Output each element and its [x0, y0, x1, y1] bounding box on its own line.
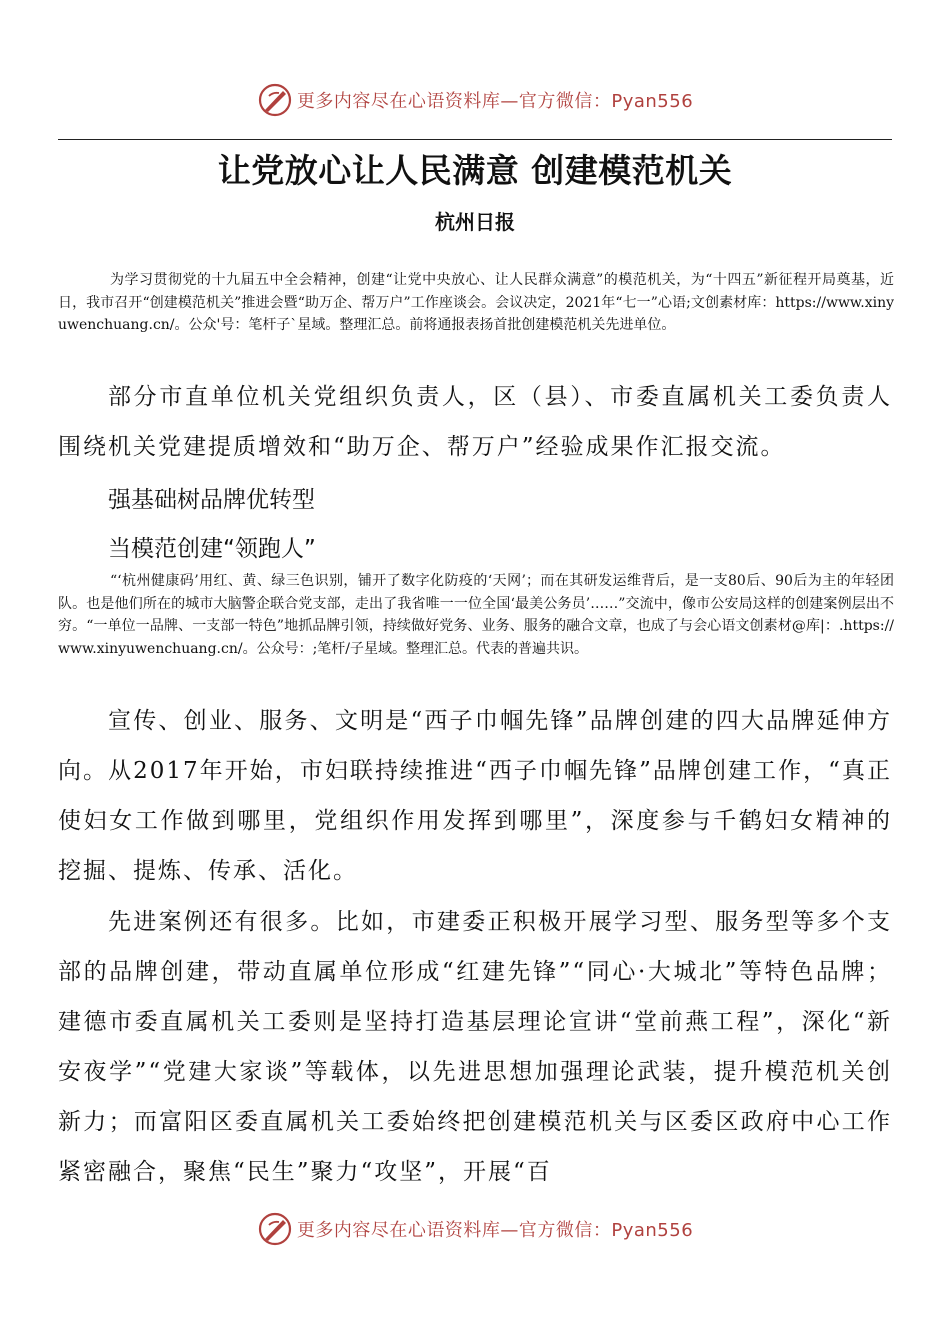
footer-watermark-banner	[0, 1209, 950, 1249]
banner-text: 更多内容尽在心语资料库—官方微信：Pyan556	[296, 91, 694, 112]
header-watermark-banner	[0, 80, 950, 120]
quote-paragraph: “‘杭州健康码’用红、黄、绿三色识别，铺开了数字化防疫的‘天网’；而在其研发运维背后，是一支80后、90后为主的年轻团队。也是他们所在的城市大脑警企联合党支部，走出了我省唯一一位全国‘最美公务员’……”交流中，像市公安局这样的创建案例层出不穷。“一单位一品牌、一支部一特色”地抓品牌引领，持续做好党务、业务、服务的融合文章，也成了与会心语文创素材@库|：.https://www.xinyuwenchuang.cn/。公众号：;笔杆/子星域。整理汇总。代表的普遍共识。	[58, 573, 894, 657]
quill-pen-logo-icon	[257, 1211, 293, 1247]
body-paragraph-3: 先进案例还有很多。比如，市建委正积极开展学习型、服务型等多个支部的品牌创建，带动直属单位形成“红建先锋”“同心·大城北”等特色品牌；建德市委直属机关工委则是坚持打造基层理论宣讲“堂前燕工程”，深化“新安夜学”“党建大家谈”等载体，以先进思想加强理论武装，提升模范机关创新力；而富阳区委直属机关工委始终把创建模范机关与区委区政府中心工作紧密融合，聚焦“民生”聚力“攻坚”，开展“百	[58, 909, 892, 1185]
quill-pen-logo-icon	[257, 82, 293, 118]
header-divider	[58, 139, 892, 140]
article-title: 让党放心让人民满意 创建模范机关	[217, 151, 733, 190]
banner-text: 更多内容尽在心语资料库—官方微信：Pyan556	[296, 1220, 694, 1241]
subheading-1: 强基础树品牌优转型	[108, 487, 315, 513]
body-paragraph-2: 宣传、创业、服务、文明是“西子巾帼先锋”品牌创建的四大品牌延伸方向。从2017年开始，市妇联持续推进“西子巾帼先锋”品牌创建工作，“真正使妇女工作做到哪里，党组织作用发挥到哪里”，深度参与千鹤妇女精神的挖掘、提炼、传承、活化。	[58, 708, 892, 884]
body-paragraph-1: 部分市直单位机关党组织负责人，区（县）、市委直属机关工委负责人围绕机关党建提质增效和“助万企、帮万户”经验成果作汇报交流。	[58, 384, 892, 460]
subheading-2: 当模范创建“领跑人”	[108, 536, 316, 562]
intro-paragraph: 为学习贯彻党的十九届五中全会精神，创建“让党中央放心、让人民群众满意”的模范机关，为“十四五”新征程开局奠基，近日，我市召开“创建模范机关”推进会暨“助万企、帮万户”工作座谈会。会议决定，2021年“七一”心语;文创素材库：https://www.xinyuwenchuang.cn/。公众'号：笔杆子`星域。整理汇总。前将通报表扬首批创建模范机关先进单位。	[58, 272, 894, 333]
article-source: 杭州日报	[435, 210, 515, 234]
